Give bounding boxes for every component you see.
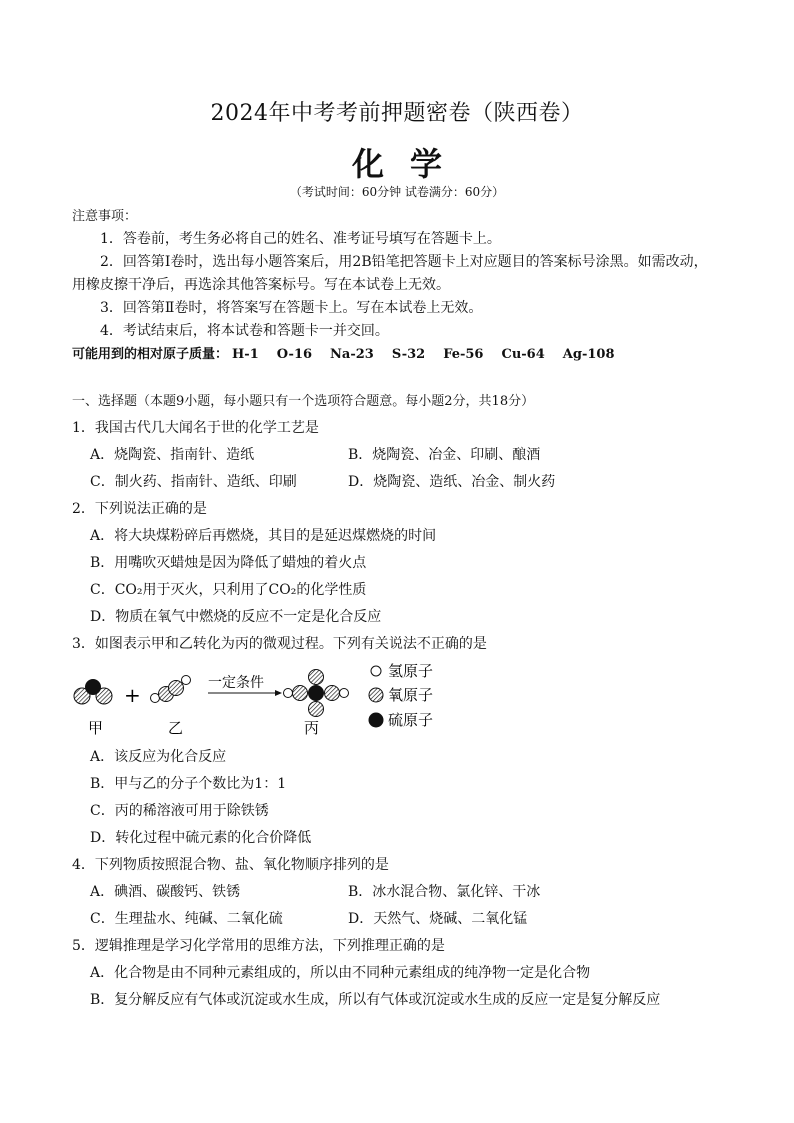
q5-stem: 5．逻辑推理是学习化学常用的思维方法，下列推理正确的是 — [72, 938, 445, 954]
plus-sign: + — [124, 683, 141, 707]
q3-option-b: B．甲与乙的分子个数比为1：1 — [90, 776, 287, 792]
note-item-4: 4．考试结束后，将本试卷和答题卡一并交回。 — [100, 323, 389, 339]
note-item-3: 3．回答第Ⅱ卷时，将答案写在答题卡上。写在本试卷上无效。 — [100, 300, 483, 316]
label-yi: 乙 — [168, 719, 184, 737]
exam-time-info: （考试时间：60分钟 试卷满分：60分） — [289, 185, 505, 199]
reaction-diagram — [70, 660, 470, 740]
q4-option-a: A．碘酒、碳酸钙、铁锈 — [90, 884, 241, 900]
q1-option-b: B．烧陶瓷、冶金、印刷、酿酒 — [348, 447, 541, 463]
q1-option-c: C．制火药、指南针、造纸、印刷 — [90, 474, 297, 490]
notes-heading: 注意事项： — [72, 209, 138, 224]
q2-option-c: C．CO₂用于灭火，只利用了CO₂的化学性质 — [90, 582, 367, 598]
atomic-mass-h: H-1 — [232, 347, 259, 362]
q4-stem: 4．下列物质按照混合物、盐、氧化物顺序排列的是 — [72, 857, 389, 873]
label-jia: 甲 — [88, 719, 104, 737]
note-item-2-cont: 用橡皮擦干净后，再选涂其他答案标号。写在本试卷上无效。 — [72, 277, 450, 293]
atomic-mass-cu: Cu-64 — [501, 347, 545, 362]
sulfur-atom-icon — [369, 713, 384, 728]
legend-oxygen: 氧原子 — [388, 686, 434, 704]
q2-option-a: A．将大块煤粉碎后再燃烧，其目的是延迟煤燃烧的时间 — [90, 528, 437, 544]
q3-option-c: C．丙的稀溶液可用于除铁锈 — [90, 803, 269, 819]
diagram-legend — [369, 662, 434, 729]
note-item-1: 1．答卷前，考生务必将自己的姓名、准考证号填写在答题卡上。 — [100, 231, 501, 247]
q2-option-d: D．物质在氧气中燃烧的反应不一定是化合反应 — [90, 609, 382, 625]
q2-stem: 2．下列说法正确的是 — [72, 501, 207, 517]
oxygen-atom-icon — [369, 688, 383, 702]
q2-option-b: B．用嘴吹灭蜡烛是因为降低了蜡烛的着火点 — [90, 555, 367, 571]
atomic-mass-line — [72, 343, 633, 362]
hydrogen-atom-icon — [371, 666, 381, 676]
label-bing: 丙 — [304, 719, 320, 737]
atomic-mass-ag: Ag-108 — [562, 347, 615, 362]
q3-stem: 3．如图表示甲和乙转化为丙的微观过程。下列有关说法不正确的是 — [72, 636, 487, 652]
exam-title: 2024年中考考前押题密卷（陕西卷） — [210, 101, 584, 126]
molecule-bing — [284, 670, 349, 717]
q5-option-b: B．复分解反应有气体或沉淀或水生成，所以有气体或沉淀或水生成的反应一定是复分解反应 — [90, 992, 661, 1008]
atomic-mass-na: Na-23 — [330, 347, 374, 362]
molecule-yi — [151, 676, 191, 703]
note-item-2: 2．回答第Ⅰ卷时，选出每小题答案后，用2B铅笔把答题卡上对应题目的答案标号涂黑。如需改动， — [100, 254, 708, 270]
legend-sulfur: 硫原子 — [388, 711, 434, 729]
reaction-condition: 一定条件 — [208, 675, 264, 691]
q4-option-b: B．冰水混合物、氯化锌、干冰 — [348, 884, 541, 900]
molecule-jia — [74, 679, 112, 704]
q4-option-d: D．天然气、烧碱、二氧化锰 — [348, 911, 528, 927]
q3-option-a: A．该反应为化合反应 — [90, 749, 227, 765]
q1-stem: 1．我国古代几大闻名于世的化学工艺是 — [72, 420, 319, 436]
q3-option-d: D．转化过程中硫元素的化合价降低 — [90, 830, 312, 846]
atomic-mass-label: 可能用到的相对原子质量： — [72, 347, 229, 362]
q4-option-c: C．生理盐水、纯碱、二氧化硫 — [90, 911, 283, 927]
atomic-mass-s: S-32 — [391, 347, 426, 362]
legend-hydrogen: 氢原子 — [388, 662, 434, 680]
q1-option-a: A．烧陶瓷、指南针、造纸 — [90, 447, 255, 463]
q1-option-d: D．烧陶瓷、造纸、冶金、制火药 — [348, 474, 556, 490]
atomic-mass-fe: Fe-56 — [443, 347, 484, 362]
atomic-mass-o: O-16 — [276, 347, 313, 362]
section1-heading: 一、选择题（本题9小题，每小题只有一个选项符合题意。每小题2分，共18分） — [72, 394, 535, 409]
q5-option-a: A．化合物是由不同种元素组成的，所以由不同种元素组成的纯净物一定是化合物 — [90, 965, 591, 981]
subject-title: 化学 — [351, 145, 468, 183]
